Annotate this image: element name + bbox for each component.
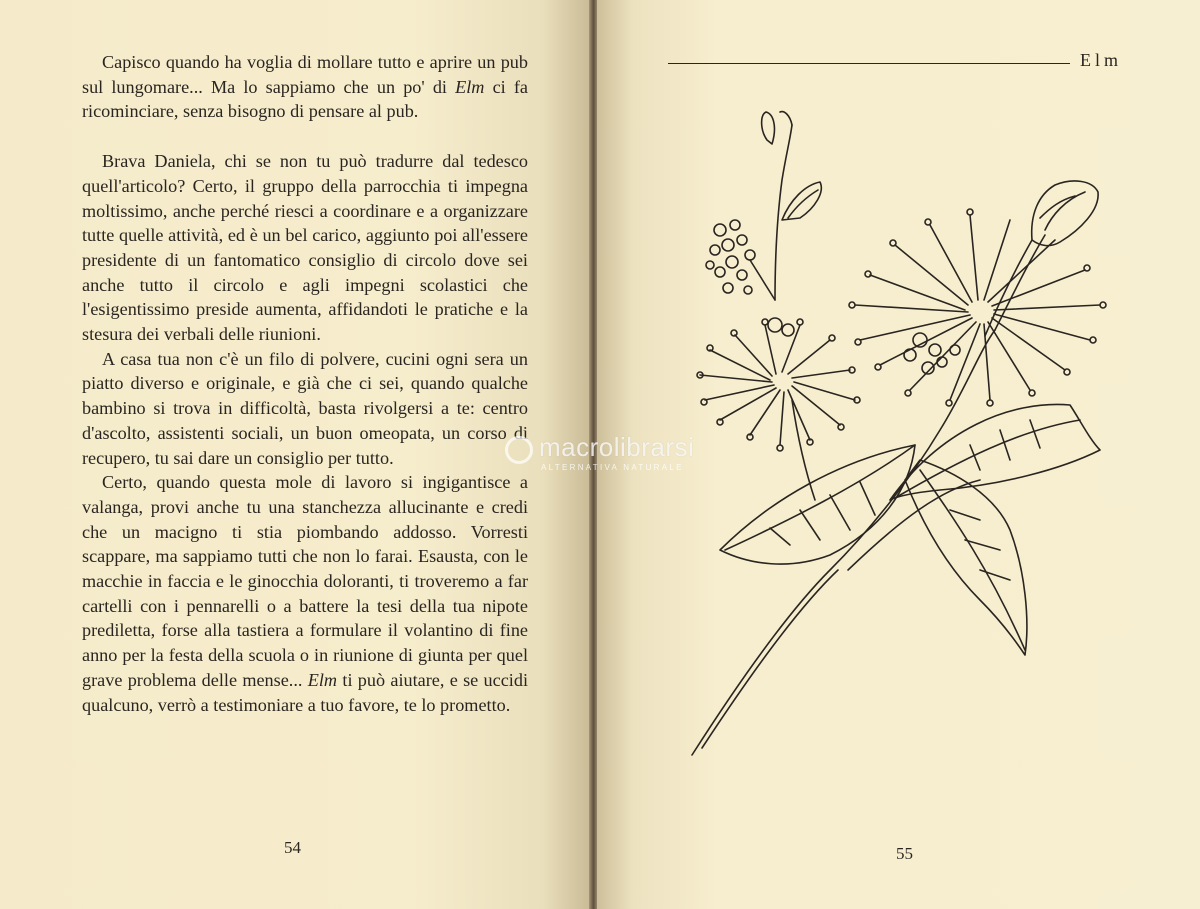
page-number-right: 55 — [896, 844, 913, 863]
paragraph-2: Brava Daniela, chi se non tu può tradurre dal tedesco quell'articolo? Certo, il gruppo della parrocchia ti impegna moltissimo, anche perché riesci a coordinare e a organizzare tutte quelle attività, ed è un bel carico, aggiunto poi all'essere presidente di un fantomatico consiglio di circolo dove sei anche tutto il circolo e agli impegni scolastici che l'esigentissimo preside aumenta, affidandoti le pratiche e la stesura dei verbali delle riunioni. — [82, 151, 528, 345]
header-rule — [668, 63, 1070, 64]
emphasis-elm: Elm — [307, 669, 338, 690]
body-text — [82, 50, 528, 717]
paragraph-3: A casa tua non c'è un filo di polvere, cucini ogni sera un piatto diverso e originale, e già che ci sei, quando qualche bambino si trova in difficoltà, basta rivolgersi a te: centro d'ascolto, assistenti sociali, un buon omeopata, un corso di recupero, tu sai dare un consiglio per tutto. — [82, 348, 528, 468]
paragraph-1: Capisco quando ha voglia di mollare tutto e aprire un pub sul lungomare... Ma lo sappiamo che un po' di Elm ci fa ricominciare, senza bisogno di pensare al pub. — [82, 52, 528, 122]
watermark-tagline: ALTERNATIVA NATURALE — [541, 463, 684, 472]
left-page — [0, 0, 590, 909]
emphasis-elm: Elm — [455, 76, 485, 97]
paragraph-4: Certo, quando questa mole di lavoro si ingigantisce a valanga, provi anche tu una stanchezza allucinante e credi che un macigno ti stia piombando addosso. Vorresti scappare, ma sappiamo tutti che non lo farai. Esausta, con le macchie in faccia e le ginocchia doloranti, ti troveremo a far cartelli con i pennarelli o a battere la tesi della tua nipote prediletta, forse alla tastiera a formulare il volantino di fine anno per la festa della scuola o in riunione di giunta per quel grave problema delle mense... Elm ti può aiutare, e se uccidi qualcuno, verrò a testimoniare a tuo favore, te lo prometto. — [82, 472, 528, 715]
watermark-brand: macrolibrarsi — [539, 432, 695, 462]
elm-flower-branch-drawing-icon — [680, 100, 1120, 770]
page-number-left: 54 — [284, 838, 301, 857]
running-header: Elm — [1080, 50, 1122, 70]
